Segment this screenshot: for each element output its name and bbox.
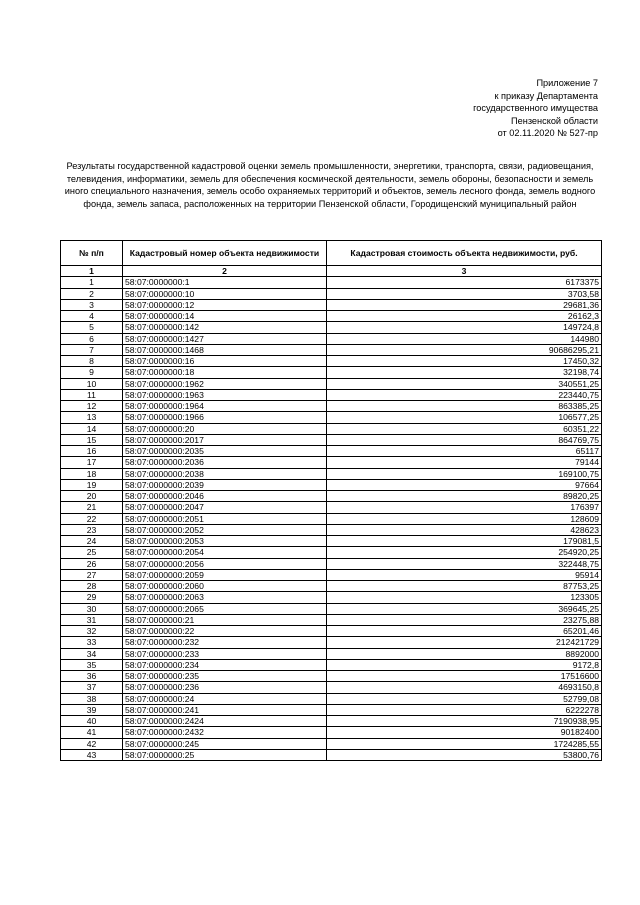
cadastral-number-cell: 58:07:0000000:16: [123, 356, 327, 367]
cadastral-number-cell: 58:07:0000000:1964: [123, 401, 327, 412]
cadastral-number-cell: 58:07:0000000:235: [123, 671, 327, 682]
cadastral-value-cell: 89820,25: [327, 491, 602, 502]
row-number-cell: 20: [61, 491, 123, 502]
cadastral-number-cell: 58:07:0000000:1962: [123, 378, 327, 389]
table-row: [61, 491, 602, 502]
table-row: [61, 457, 602, 468]
cadastral-value-cell: 65117: [327, 446, 602, 457]
table-row: [61, 502, 602, 513]
cadastral-value-cell: 7190938,95: [327, 716, 602, 727]
table-row: [61, 322, 602, 333]
table-header-row: [61, 241, 602, 266]
cadastral-value-cell: 87753,25: [327, 581, 602, 592]
row-number-cell: 30: [61, 603, 123, 614]
cadastral-value-cell: 179081,5: [327, 536, 602, 547]
cadastral-value-cell: 369645,25: [327, 603, 602, 614]
row-number-cell: 33: [61, 637, 123, 648]
cadastral-value-cell: 176397: [327, 502, 602, 513]
table-row: [61, 378, 602, 389]
cadastral-value-cell: 52799,08: [327, 693, 602, 704]
cadastral-number-cell: 58:07:0000000:12: [123, 299, 327, 310]
table-row: [61, 738, 602, 749]
cadastral-value-cell: 123305: [327, 592, 602, 603]
table-row: [61, 389, 602, 400]
row-number-cell: 9: [61, 367, 123, 378]
row-number-cell: 39: [61, 704, 123, 715]
table-row: [61, 288, 602, 299]
cadastral-number-cell: 58:07:0000000:2063: [123, 592, 327, 603]
table-row: [61, 637, 602, 648]
row-number-cell: 31: [61, 614, 123, 625]
row-number-cell: 32: [61, 626, 123, 637]
cadastral-number-cell: 58:07:0000000:1468: [123, 344, 327, 355]
cadastral-number-cell: 58:07:0000000:2059: [123, 569, 327, 580]
header-cadastral-number: Кадастровый номер объекта недвижимости: [123, 241, 327, 266]
cadastral-number-cell: 58:07:0000000:2035: [123, 446, 327, 457]
header-cadastral-value: Кадастровая стоимость объекта недвижимости, руб.: [327, 241, 602, 266]
table-row: [61, 693, 602, 704]
table-row: [61, 716, 602, 727]
cadastral-value-cell: 65201,46: [327, 626, 602, 637]
cadastral-number-cell: 58:07:0000000:245: [123, 738, 327, 749]
cadastral-number-cell: 58:07:0000000:25: [123, 749, 327, 760]
row-number-cell: 42: [61, 738, 123, 749]
cadastral-number-cell: 58:07:0000000:2046: [123, 491, 327, 502]
cadastral-value-cell: 3703,58: [327, 288, 602, 299]
cadastral-number-cell: 58:07:0000000:14: [123, 311, 327, 322]
row-number-cell: 1: [61, 277, 123, 288]
table-row: [61, 648, 602, 659]
cadastral-number-cell: 58:07:0000000:21: [123, 614, 327, 625]
table-row: [61, 311, 602, 322]
appendix-line: государственного имущества: [473, 103, 598, 113]
table-row: [61, 479, 602, 490]
appendix-block: [473, 77, 598, 140]
cadastral-value-cell: 6173375: [327, 277, 602, 288]
cadastral-number-cell: 58:07:0000000:241: [123, 704, 327, 715]
table-row: [61, 558, 602, 569]
row-number-cell: 35: [61, 659, 123, 670]
cadastral-value-cell: 6222278: [327, 704, 602, 715]
table-row: [61, 401, 602, 412]
row-number-cell: 12: [61, 401, 123, 412]
appendix-line: Приложение 7: [536, 78, 598, 88]
row-number-cell: 17: [61, 457, 123, 468]
table-row: [61, 536, 602, 547]
appendix-line: от 02.11.2020 № 527-пр: [497, 128, 598, 138]
cadastral-number-cell: 58:07:0000000:1966: [123, 412, 327, 423]
table-row: [61, 727, 602, 738]
cadastral-number-cell: 58:07:0000000:10: [123, 288, 327, 299]
column-number: 3: [327, 266, 602, 277]
cadastral-number-cell: 58:07:0000000:1963: [123, 389, 327, 400]
cadastral-number-cell: 58:07:0000000:234: [123, 659, 327, 670]
table-row: [61, 513, 602, 524]
table-row: [61, 704, 602, 715]
table-row: [61, 626, 602, 637]
cadastral-number-cell: 58:07:0000000:1: [123, 277, 327, 288]
cadastral-value-cell: 97664: [327, 479, 602, 490]
row-number-cell: 34: [61, 648, 123, 659]
row-number-cell: 28: [61, 581, 123, 592]
cadastral-value-cell: 53800,76: [327, 749, 602, 760]
cadastral-number-cell: 58:07:0000000:2038: [123, 468, 327, 479]
row-number-cell: 5: [61, 322, 123, 333]
cadastral-number-cell: 58:07:0000000:232: [123, 637, 327, 648]
column-number: 2: [123, 266, 327, 277]
cadastral-value-cell: 322448,75: [327, 558, 602, 569]
cadastral-number-cell: 58:07:0000000:2052: [123, 524, 327, 535]
cadastral-value-cell: 212421729: [327, 637, 602, 648]
cadastral-value-cell: 1724285,55: [327, 738, 602, 749]
table-row: [61, 333, 602, 344]
cadastral-value-cell: 863385,25: [327, 401, 602, 412]
row-number-cell: 8: [61, 356, 123, 367]
row-number-cell: 43: [61, 749, 123, 760]
cadastral-number-cell: 58:07:0000000:236: [123, 682, 327, 693]
row-number-cell: 2: [61, 288, 123, 299]
row-number-cell: 25: [61, 547, 123, 558]
header-row-number: № п/п: [61, 241, 123, 266]
table-row: [61, 299, 602, 310]
row-number-cell: 3: [61, 299, 123, 310]
cadastral-value-cell: 223440,75: [327, 389, 602, 400]
cadastral-number-cell: 58:07:0000000:24: [123, 693, 327, 704]
cadastral-number-cell: 58:07:0000000:142: [123, 322, 327, 333]
cadastral-number-cell: 58:07:0000000:2065: [123, 603, 327, 614]
row-number-cell: 36: [61, 671, 123, 682]
cadastral-value-cell: 864769,75: [327, 434, 602, 445]
row-number-cell: 14: [61, 423, 123, 434]
cadastral-number-cell: 58:07:0000000:2060: [123, 581, 327, 592]
row-number-cell: 13: [61, 412, 123, 423]
row-number-cell: 19: [61, 479, 123, 490]
column-number: 1: [61, 266, 123, 277]
document-heading: Результаты государственной кадастровой оценки земель промышленности, энергетики, транспорта, связи, радиовещания, телевидения, информатики, земель для обеспечения космической деятельности, земель обороны, безопасности и земель иного специального назначения, земель особо охраняемых территорий и объектов, земель лесного фонда, земель водного фонда, земель запаса, расположенных на территории Пензенской области, Городищенский муниципальный район: [64, 161, 596, 209]
cadastral-value-cell: 149724,8: [327, 322, 602, 333]
appendix-line: к приказу Департамента: [494, 90, 598, 101]
cadastral-number-cell: 58:07:0000000:2053: [123, 536, 327, 547]
column-numbers-row: [61, 266, 602, 277]
cadastral-number-cell: 58:07:0000000:2047: [123, 502, 327, 513]
row-number-cell: 16: [61, 446, 123, 457]
cadastral-value-cell: 144980: [327, 333, 602, 344]
row-number-cell: 38: [61, 693, 123, 704]
table-row: [61, 412, 602, 423]
table-row: [61, 434, 602, 445]
table-row: [61, 592, 602, 603]
table-body: [61, 277, 602, 761]
table-row: [61, 682, 602, 693]
cadastral-value-cell: 106577,25: [327, 412, 602, 423]
row-number-cell: 21: [61, 502, 123, 513]
row-number-cell: 23: [61, 524, 123, 535]
table-row: [61, 524, 602, 535]
row-number-cell: 37: [61, 682, 123, 693]
row-number-cell: 29: [61, 592, 123, 603]
cadastral-number-cell: 58:07:0000000:1427: [123, 333, 327, 344]
valuation-table: [60, 240, 602, 761]
row-number-cell: 40: [61, 716, 123, 727]
cadastral-value-cell: 17450,32: [327, 356, 602, 367]
cadastral-value-cell: 26162,3: [327, 311, 602, 322]
row-number-cell: 11: [61, 389, 123, 400]
cadastral-value-cell: 17516600: [327, 671, 602, 682]
table-row: [61, 344, 602, 355]
cadastral-number-cell: 58:07:0000000:20: [123, 423, 327, 434]
appendix-line: Пензенской области: [511, 115, 598, 126]
table-row: [61, 468, 602, 479]
row-number-cell: 41: [61, 727, 123, 738]
table-row: [61, 423, 602, 434]
row-number-cell: 10: [61, 378, 123, 389]
row-number-cell: 15: [61, 434, 123, 445]
cadastral-value-cell: 29681,36: [327, 299, 602, 310]
cadastral-value-cell: 169100,75: [327, 468, 602, 479]
table-row: [61, 356, 602, 367]
cadastral-value-cell: 32198,74: [327, 367, 602, 378]
table-row: [61, 277, 602, 288]
cadastral-number-cell: 58:07:0000000:2039: [123, 479, 327, 490]
cadastral-value-cell: 60351,22: [327, 423, 602, 434]
cadastral-number-cell: 58:07:0000000:2424: [123, 716, 327, 727]
table-row: [61, 749, 602, 760]
cadastral-value-cell: 9172,8: [327, 659, 602, 670]
table-row: [61, 367, 602, 378]
row-number-cell: 6: [61, 333, 123, 344]
row-number-cell: 4: [61, 311, 123, 322]
cadastral-value-cell: 340551,25: [327, 378, 602, 389]
cadastral-value-cell: 8892000: [327, 648, 602, 659]
table-row: [61, 603, 602, 614]
cadastral-number-cell: 58:07:0000000:18: [123, 367, 327, 378]
row-number-cell: 24: [61, 536, 123, 547]
cadastral-number-cell: 58:07:0000000:2017: [123, 434, 327, 445]
row-number-cell: 7: [61, 344, 123, 355]
cadastral-value-cell: 90686295,21: [327, 344, 602, 355]
table-row: [61, 569, 602, 580]
cadastral-number-cell: 58:07:0000000:2432: [123, 727, 327, 738]
table-row: [61, 671, 602, 682]
table-row: [61, 581, 602, 592]
cadastral-number-cell: 58:07:0000000:233: [123, 648, 327, 659]
cadastral-value-cell: 128609: [327, 513, 602, 524]
cadastral-number-cell: 58:07:0000000:2054: [123, 547, 327, 558]
cadastral-number-cell: 58:07:0000000:2056: [123, 558, 327, 569]
cadastral-value-cell: 90182400: [327, 727, 602, 738]
cadastral-value-cell: 23275,88: [327, 614, 602, 625]
row-number-cell: 27: [61, 569, 123, 580]
cadastral-number-cell: 58:07:0000000:2036: [123, 457, 327, 468]
cadastral-number-cell: 58:07:0000000:2051: [123, 513, 327, 524]
table-row: [61, 659, 602, 670]
row-number-cell: 26: [61, 558, 123, 569]
table-row: [61, 547, 602, 558]
cadastral-value-cell: 95914: [327, 569, 602, 580]
row-number-cell: 18: [61, 468, 123, 479]
row-number-cell: 22: [61, 513, 123, 524]
cadastral-value-cell: 4693150,8: [327, 682, 602, 693]
cadastral-value-cell: 428623: [327, 524, 602, 535]
cadastral-value-cell: 79144: [327, 457, 602, 468]
cadastral-number-cell: 58:07:0000000:22: [123, 626, 327, 637]
table-row: [61, 446, 602, 457]
table-row: [61, 614, 602, 625]
cadastral-value-cell: 254920,25: [327, 547, 602, 558]
